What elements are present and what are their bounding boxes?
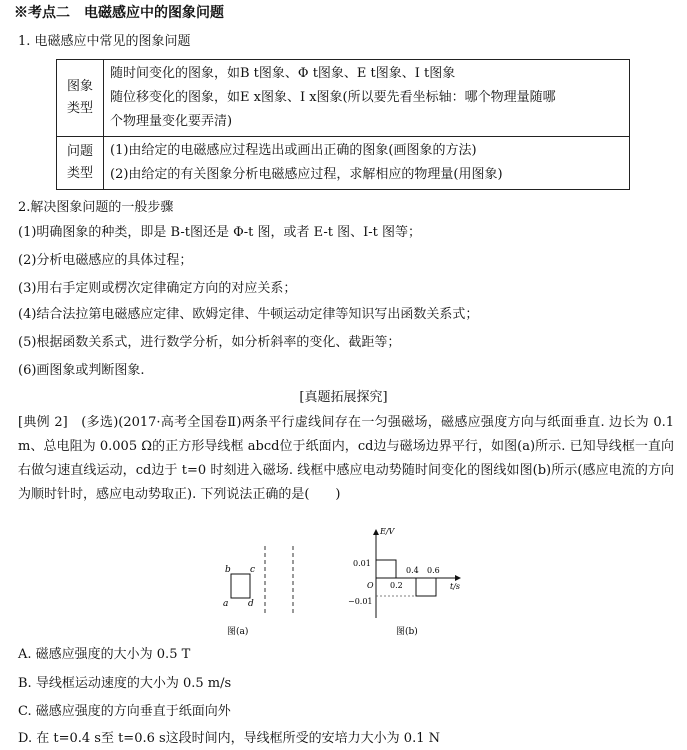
y-tick-label: −0.01 <box>348 597 373 606</box>
option-c: C. 磁感应强度的方向垂直于纸面向外 <box>18 704 231 719</box>
x-tick-label: 0.6 <box>427 566 440 575</box>
row-line: 随位移变化的图象，如E x图象、I x图象(所以要先看坐标轴：哪个物理量随哪 <box>110 90 556 105</box>
row-line: (2)由给定的有关图象分析电磁感应过程，求解相应的物理量(用图象) <box>110 167 503 182</box>
table-row <box>57 137 630 190</box>
row-head-line: 类型 <box>66 101 93 116</box>
topic-table <box>56 59 630 190</box>
section1-title: 1. 电磁感应中常见的图象问题 <box>18 34 191 49</box>
figure-b-caption: 图(b) <box>396 627 418 637</box>
row-content <box>104 137 630 190</box>
row-head <box>57 137 104 190</box>
step-item: (5)根据函数关系式，进行数学分析，如分析斜率的变化、截距等； <box>18 335 401 350</box>
row-line: 个物理量变化要弄清) <box>110 114 233 129</box>
row-head <box>57 60 104 137</box>
x-axis-label: t/s <box>450 582 461 591</box>
step-item: (1)明确图象的种类，即是 B-t图还是 Φ-t 图，或者 E-t 图、I-t 图等； <box>18 225 421 240</box>
y-tick-label: 0.01 <box>353 559 371 568</box>
step-item: (2)分析电磁感应的具体过程； <box>18 253 193 268</box>
row-head-line: 问题 <box>66 144 93 159</box>
label-c: c <box>250 565 256 575</box>
x-tick-label: 0.2 <box>390 581 403 590</box>
figure-a <box>215 540 315 640</box>
header-mark: ※ <box>14 5 28 21</box>
figure-a-caption: 图(a) <box>227 627 249 637</box>
header-title: 考点二 电磁感应中的图象问题 <box>28 5 224 21</box>
label-b: b <box>225 565 231 575</box>
table-row <box>57 60 630 137</box>
row-head-line: 类型 <box>66 166 93 181</box>
example-section-title: [真题拓展探究] <box>299 390 388 405</box>
wire-frame <box>231 574 250 598</box>
option-d: D. 在 t=0.4 s至 t=0.6 s这段时间内，导线框所受的安培力大小为 0.1 N <box>18 731 440 746</box>
label-a: a <box>223 599 229 609</box>
label-d: d <box>248 599 254 609</box>
y-axis-label: E/V <box>380 527 395 536</box>
row-line: (1)由给定的电磁感应过程选出或画出正确的图象(画图象的方法) <box>110 143 477 158</box>
row-content <box>104 60 630 137</box>
option-b: B. 导线框运动速度的大小为 0.5 m/s <box>18 676 232 691</box>
option-a: A. 磁感应强度的大小为 0.5 T <box>18 647 191 662</box>
row-line: 随时间变化的图象，如B t图象、Φ t图象、E t图象、I t图象 <box>110 66 456 81</box>
x-tick-label: 0.4 <box>406 566 419 575</box>
step-item: (4)结合法拉第电磁感应定律、欧姆定律、牛顿运动定律等知识写出函数关系式； <box>18 307 479 322</box>
origin-label: O <box>367 581 374 590</box>
figure-b <box>340 522 480 640</box>
step-item: (6)画图象或判断图象. <box>18 363 145 378</box>
section-header <box>14 4 224 22</box>
row-head-line: 图象 <box>66 79 93 94</box>
example-text: [典例 2] (多选)(2017·高考全国卷Ⅱ)两条平行虚线间存在一匀强磁场，磁感应强度方向与纸面垂直. 边长为 0.1 m、总电阻为 0.005 Ω的正方形导线框 abcd位于纸面内，cd边与磁场边界平行，如图(a)所示. 已知导线框一直向右做匀速直线运动，cd边于 t=0 时刻进入磁场. 线框中感应电动势随时间变化的图线如图(b)所示(感应电流的方向为顺时针时，感应电动势取正). 下列说法正确的是( ) <box>18 415 674 502</box>
section2-title: 2.解决图象问题的一般步骤 <box>18 200 174 215</box>
step-item: (3)用右手定则或楞次定律确定方向的对应关系； <box>18 281 297 296</box>
